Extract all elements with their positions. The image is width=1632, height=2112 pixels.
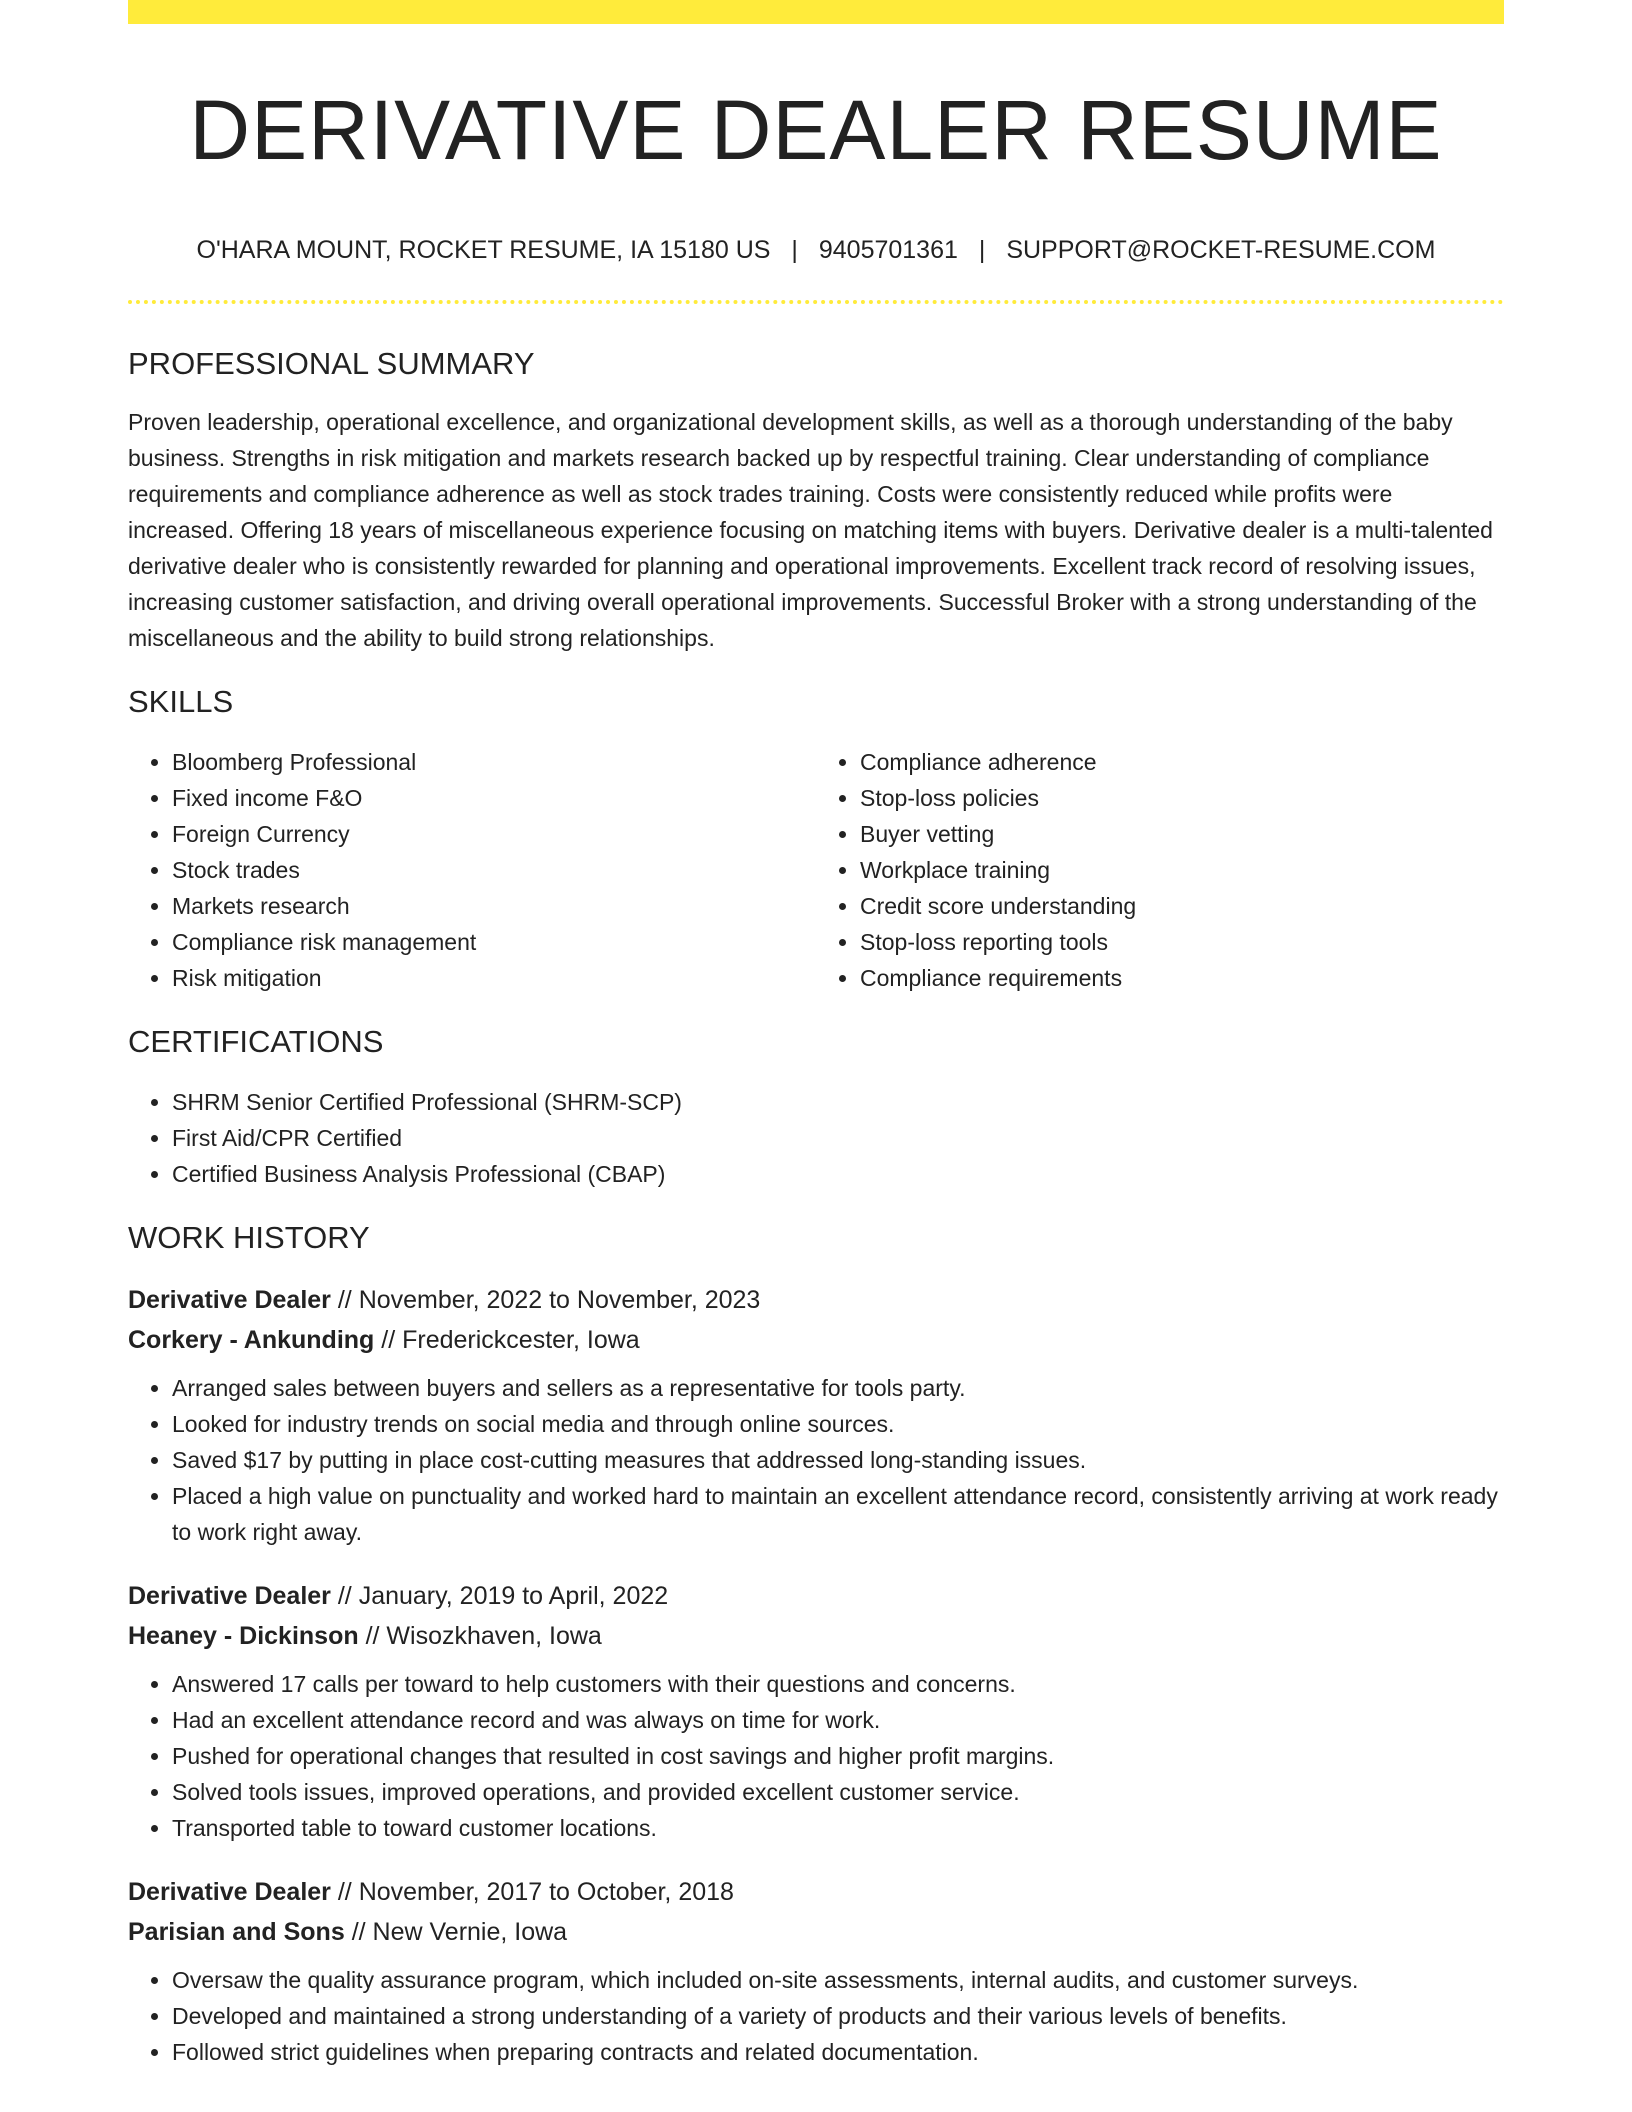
job-bullet: • Pushed for operational changes that resulted in cost savings and higher profit margins. [172, 1738, 1504, 1774]
skill-item: • Compliance adherence [860, 744, 1504, 780]
job-role: Derivative Dealer [128, 1878, 331, 1906]
job-bullet: • Transported table to toward customer locations. [172, 1810, 1504, 1846]
job-location: // New Vernie, Iowa [351, 1918, 568, 1946]
skills-list-right [816, 744, 1504, 996]
job-location: // Wisozkhaven, Iowa [365, 1622, 602, 1650]
skills-heading: SKILLS [128, 684, 234, 719]
job-entry [128, 1872, 1504, 2070]
skill-item: • Workplace training [860, 852, 1504, 888]
skill-item: • Stop-loss reporting tools [860, 924, 1504, 960]
job-bullets [128, 1962, 1504, 2070]
work-history-heading: WORK HISTORY [128, 1220, 370, 1255]
job-bullet: • Followed strict guidelines when preparing contracts and related documentation. [172, 2034, 1504, 2070]
job-entry [128, 1576, 1504, 1846]
contact-address: O'HARA MOUNT, ROCKET RESUME, IA 15180 US [196, 236, 771, 264]
certification-item: • SHRM Senior Certified Professional (SHRM-SCP) [172, 1084, 1504, 1120]
job-entry [128, 1280, 1504, 1550]
job-company: Heaney - Dickinson [128, 1622, 359, 1650]
job-bullet: • Had an excellent attendance record and was always on time for work. [172, 1702, 1504, 1738]
skill-item: • Markets research [172, 888, 816, 924]
job-role-line [128, 1280, 1504, 1320]
job-bullet: • Placed a high value on punctuality and worked hard to maintain an excellent attendance record, consistently arriving at work ready to work right away. [172, 1478, 1504, 1550]
job-bullet: • Saved $17 by putting in place cost-cutting measures that addressed long-standing issues. [172, 1442, 1504, 1478]
skill-item: • Bloomberg Professional [172, 744, 816, 780]
job-role: Derivative Dealer [128, 1286, 331, 1314]
resume-title: DERIVATIVE DEALER RESUME [189, 83, 1443, 177]
skill-item: • Stock trades [172, 852, 816, 888]
dotted-divider [128, 300, 1504, 304]
contact-separator: | [791, 236, 798, 264]
certification-item: • First Aid/CPR Certified [172, 1120, 1504, 1156]
skill-item: • Foreign Currency [172, 816, 816, 852]
resume-content [128, 0, 1504, 2070]
skill-item: • Stop-loss policies [860, 780, 1504, 816]
job-bullet: • Looked for industry trends on social media and through online sources. [172, 1406, 1504, 1442]
skill-item: • Compliance requirements [860, 960, 1504, 996]
skill-item: • Fixed income F&O [172, 780, 816, 816]
contact-phone: 9405701361 [818, 236, 958, 264]
summary-heading: PROFESSIONAL SUMMARY [128, 346, 535, 381]
skills-columns [128, 744, 1504, 996]
job-role: Derivative Dealer [128, 1582, 331, 1610]
contact-line [128, 234, 1504, 266]
skill-item: • Risk mitigation [172, 960, 816, 996]
skills-list-left [128, 744, 816, 996]
job-company-line [128, 1616, 1504, 1656]
certification-item: • Certified Business Analysis Professional (CBAP) [172, 1156, 1504, 1192]
certifications-heading: CERTIFICATIONS [128, 1024, 384, 1059]
job-bullet: • Answered 17 calls per toward to help customers with their questions and concerns. [172, 1666, 1504, 1702]
skill-item: • Compliance risk management [172, 924, 816, 960]
job-bullet: • Arranged sales between buyers and sellers as a representative for tools party. [172, 1370, 1504, 1406]
skill-item: • Credit score understanding [860, 888, 1504, 924]
job-company-line [128, 1320, 1504, 1360]
job-role-line [128, 1872, 1504, 1912]
job-role-line [128, 1576, 1504, 1616]
job-bullets [128, 1370, 1504, 1550]
job-company: Corkery - Ankunding [128, 1326, 375, 1354]
contact-email: SUPPORT@ROCKET-RESUME.COM [1006, 236, 1436, 264]
certifications-list [128, 1084, 1504, 1192]
job-company: Parisian and Sons [128, 1918, 345, 1946]
job-company-line [128, 1912, 1504, 1952]
job-bullets [128, 1666, 1504, 1846]
skill-item: • Buyer vetting [860, 816, 1504, 852]
summary-text: Proven leadership, operational excellence, and organizational development skills, as well as a thorough understanding of the baby business. Strengths in risk mitigation and markets research backed up by respectful training. Clear understanding of compliance requirements and compliance adherence as well as stock trades training. Costs were consistently reduced while profits were increased. Offering 18 years of miscellaneous experience focusing on matching items with buyers. Derivative dealer is a multi-talented derivative dealer who is consistently rewarded for planning and operational improvements. Excellent track record of resolving issues, increasing customer satisfaction, and driving overall operational improvements. Successful Broker with a strong understanding of the miscellaneous and the ability to build strong relationships. [128, 409, 1493, 651]
job-dates: // November, 2017 to October, 2018 [337, 1878, 734, 1906]
contact-separator: | [978, 236, 986, 264]
job-location: // Frederickcester, Iowa [381, 1326, 640, 1354]
job-bullet: • Solved tools issues, improved operations, and provided excellent customer service. [172, 1774, 1504, 1810]
job-bullet: • Developed and maintained a strong understanding of a variety of products and their various levels of benefits. [172, 1998, 1504, 2034]
job-bullet: • Oversaw the quality assurance program, which included on-site assessments, internal audits, and customer surveys. [172, 1962, 1504, 1998]
job-dates: // January, 2019 to April, 2022 [337, 1582, 669, 1610]
job-dates: // November, 2022 to November, 2023 [337, 1286, 761, 1314]
